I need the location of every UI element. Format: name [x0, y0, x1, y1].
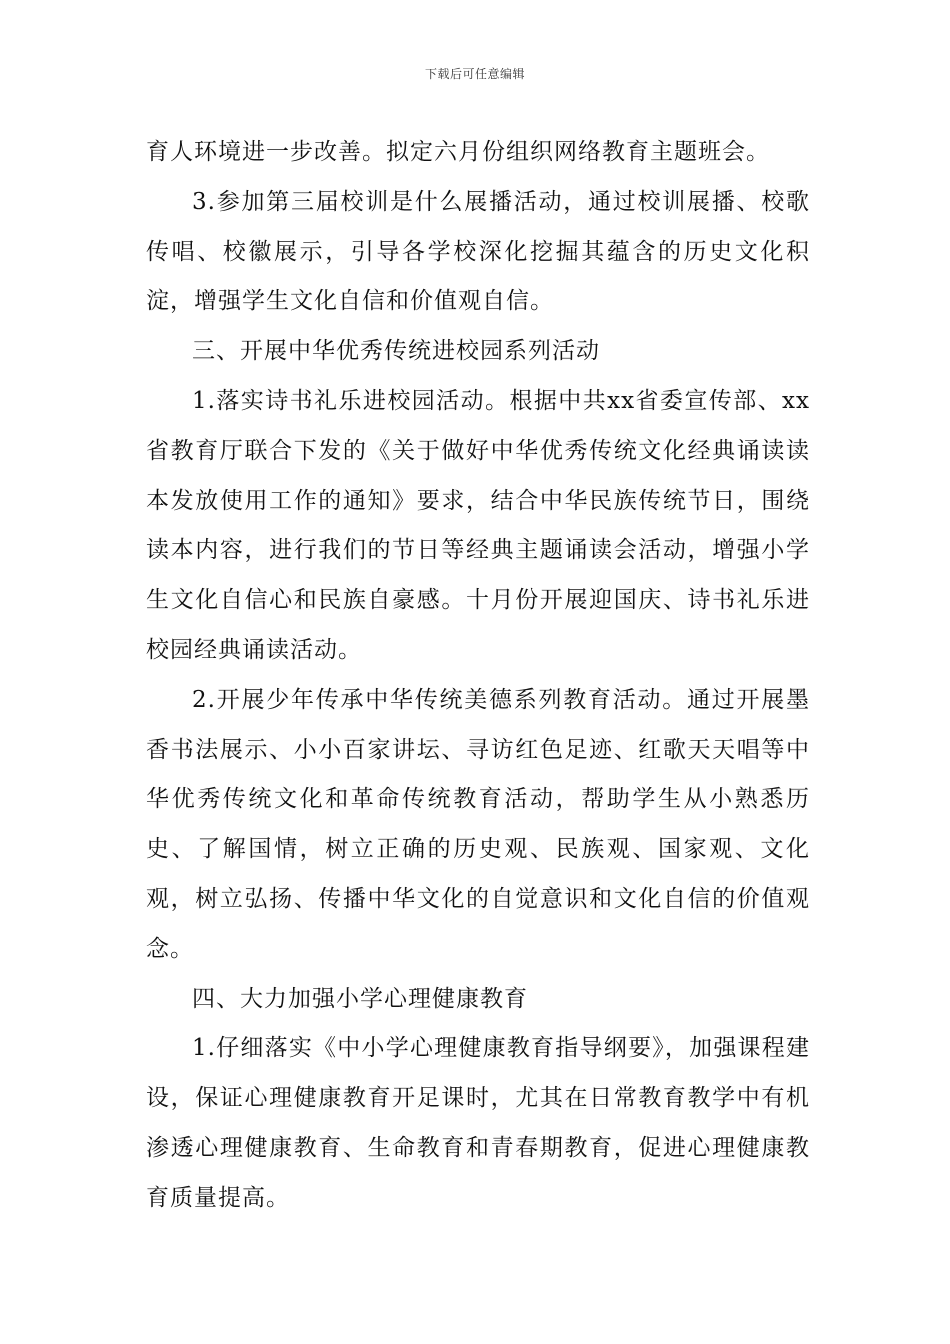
section-heading-3: 三、开展中华优秀传统进校园系列活动: [192, 338, 600, 365]
paragraph-item-1-poetry-activity: 1.落实诗书礼乐进校园活动。根据中共xx省委宣传部、xx省教育厅联合下发的《关于做好中华优秀传统文化经典诵读读本发放使用工作的通知》要求，结合中华民族传统节日，围绕读本内容，进行我们的节日等经典主题诵读会活动，增强小学生文化自信心和民族自豪感。十月份开展迎国庆、诗书礼乐进校园经典诵读活动。: [146, 387, 810, 663]
paragraph-item-1-mental-health: 1.仔细落实《中小学心理健康教育指导纲要》，加强课程建设，保证心理健康教育开足课时，尤其在日常教育教学中有机渗透心理健康教育、生命教育和青春期教育，促进心理健康教育质量提高。: [146, 1035, 810, 1211]
page-header: 下载后可任意编辑: [424, 67, 525, 81]
paragraph-continuation: 育人环境进一步改善。拟定六月份组织网络教育主题班会。: [146, 139, 770, 165]
paragraph-item-3-school-motto: 3.参加第三届校训是什么展播活动，通过校训展播、校歌传唱、校徽展示，引导各学校深化挖掘其蕴含的历史文化积淀，增强学生文化自信和价值观自信。: [146, 188, 810, 315]
paragraph-item-2-virtue-education: 2.开展少年传承中华传统美德系列教育活动。通过开展墨香书法展示、小小百家讲坛、寻访红色足迹、红歌天天唱等中华优秀传统文化和革命传统教育活动，帮助学生从小熟悉历史、了解国情，树立正确的历史观、民族观、国家观、文化观，树立弘扬、传播中华文化的自觉意识和文化自信的价值观念。: [146, 686, 810, 962]
section-heading-4: 四、大力加强小学心理健康教育: [192, 985, 528, 1012]
document-body: [146, 128, 810, 1224]
